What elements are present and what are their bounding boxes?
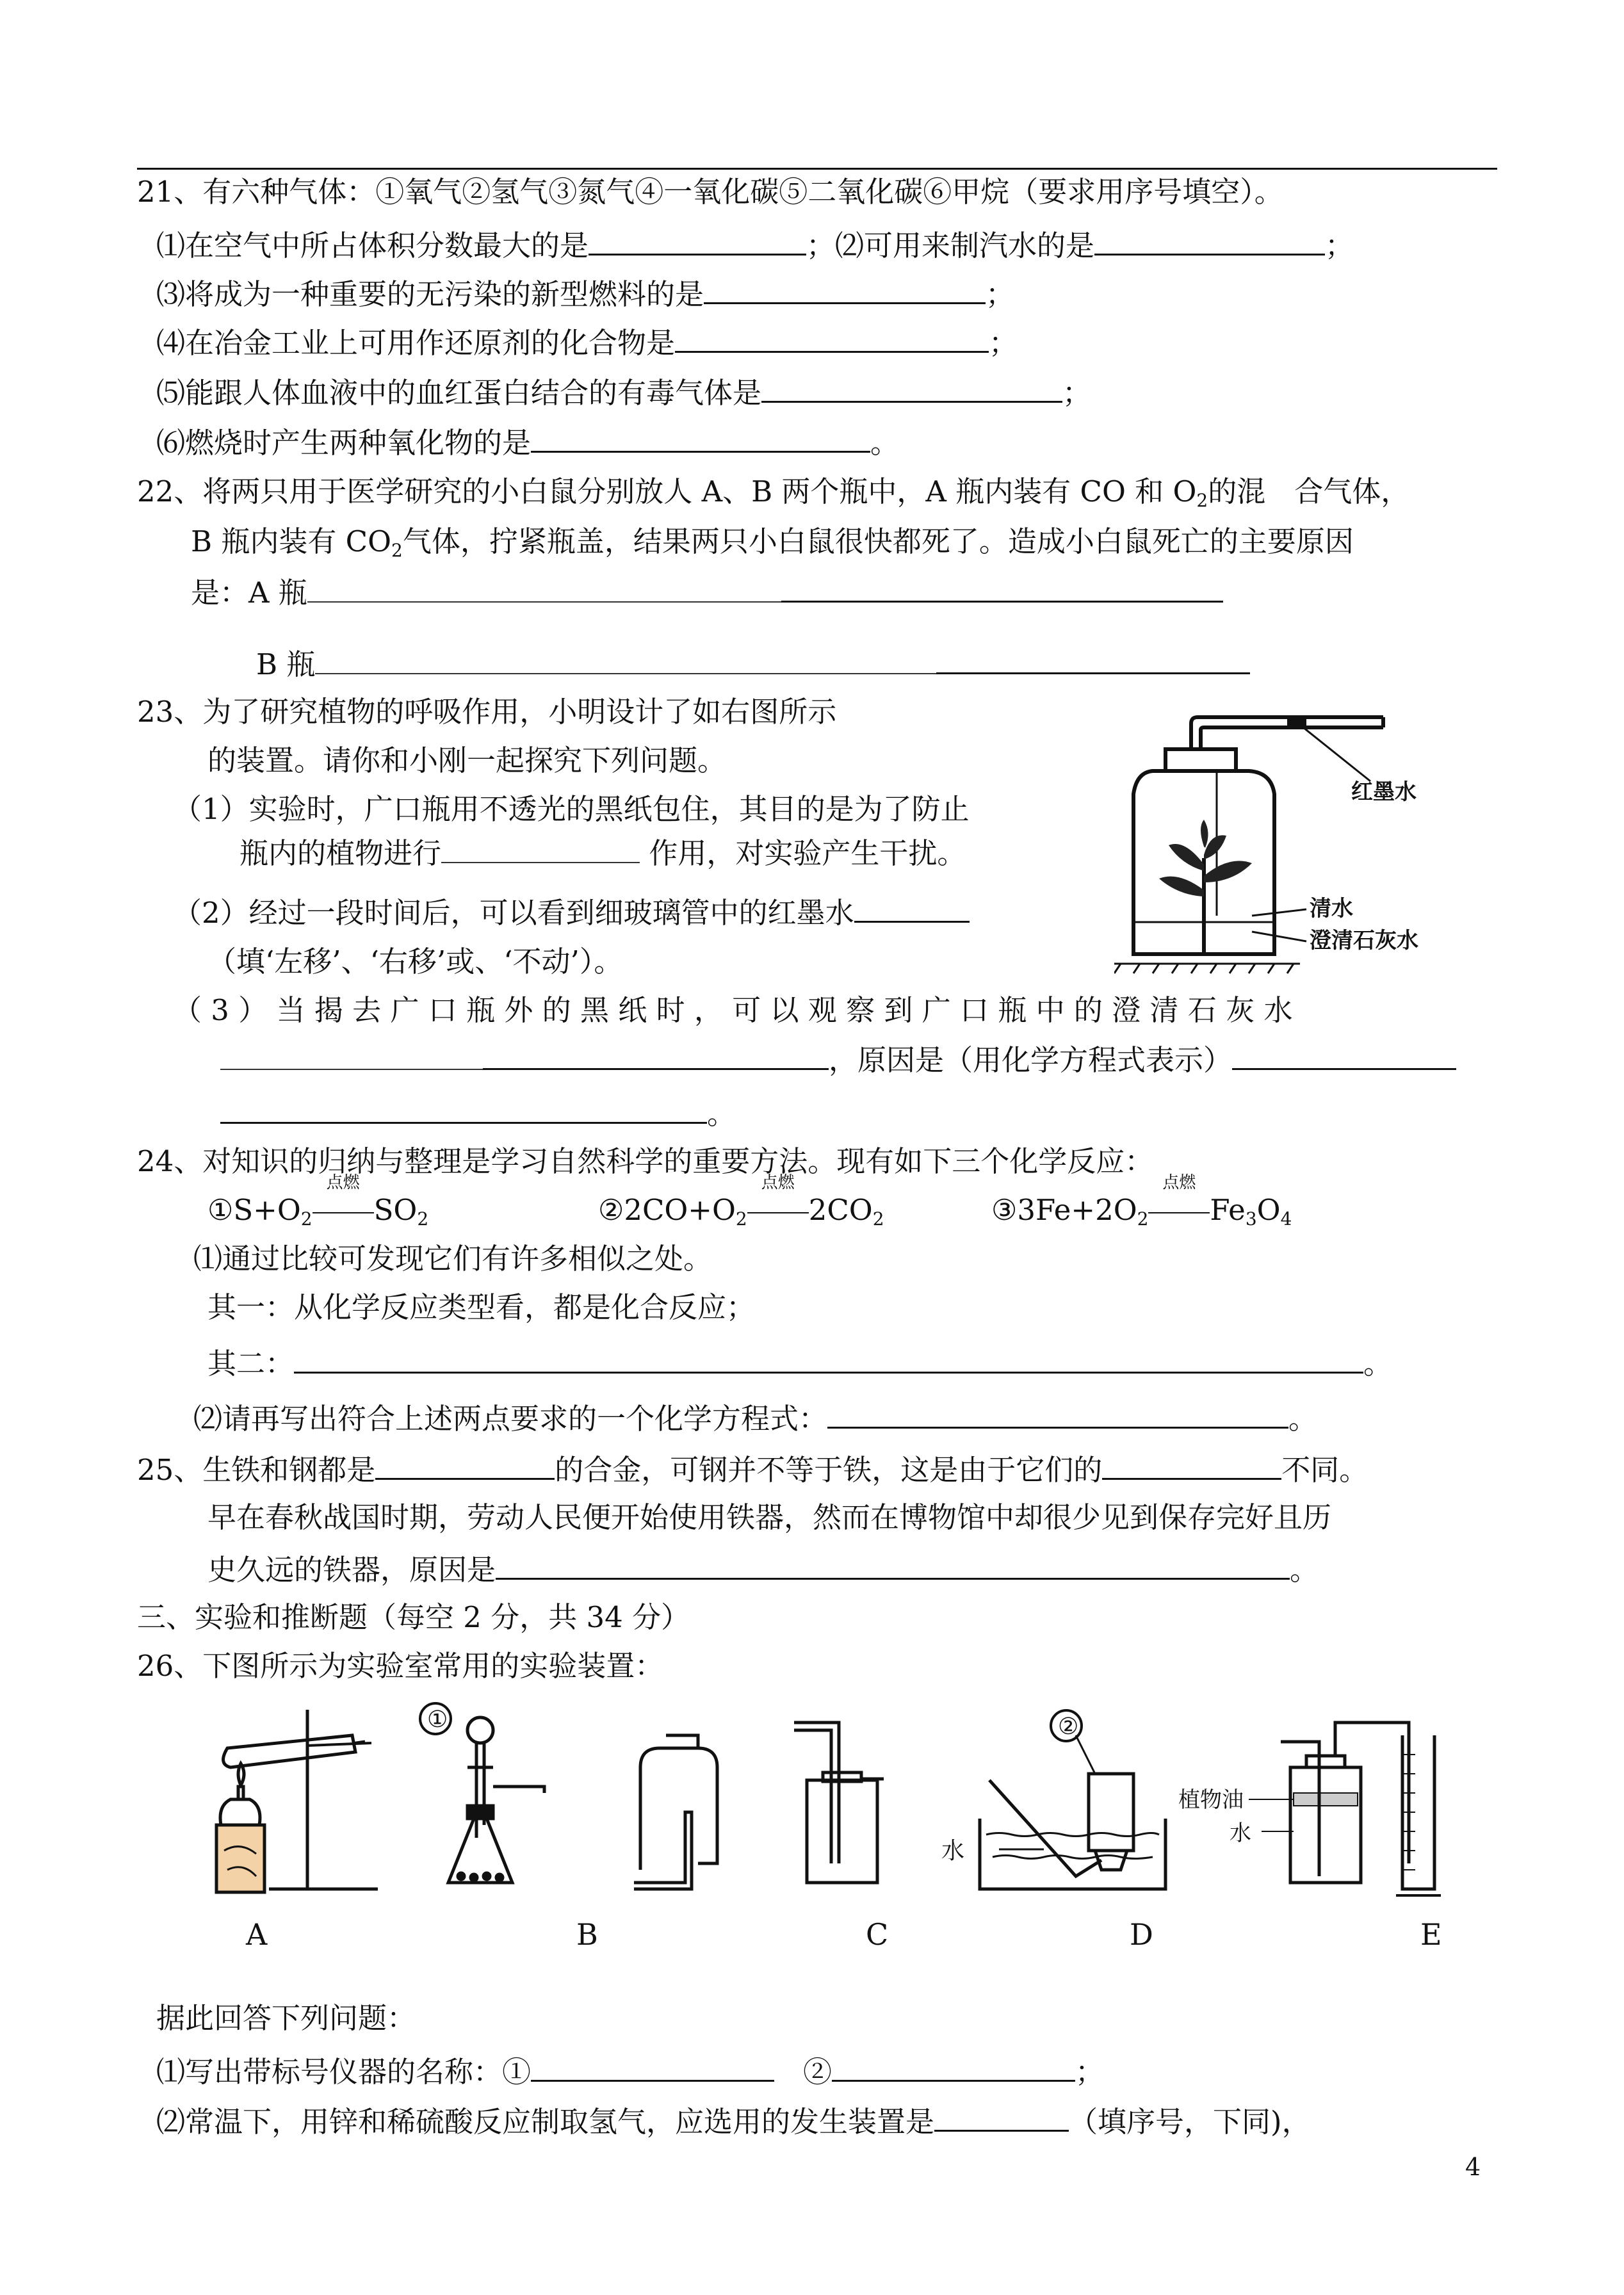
q22-line2: B 瓶内装有 $CO_2$气体，拧紧瓶盖，结果两只小白鼠很快都死了。造成小白鼠死亡的主要原因 — [191, 524, 1354, 561]
apparatus-label-d: D — [1130, 1917, 1153, 1952]
apparatus-label-c: C — [866, 1917, 889, 1952]
q26-intro: 据此回答下列问题： — [156, 2001, 416, 2035]
reaction-2: $②2CO+O_2$ 点燃 $2CO_2$ — [598, 1173, 884, 1229]
label-red-ink: 红墨水 — [1351, 779, 1417, 805]
q24-p1: ⑴通过比较可发现它们有许多相似之处。 — [193, 1242, 713, 1276]
apparatus-label-b: B — [576, 1917, 598, 1952]
q23-line2: 的装置。请你和小刚一起探究下列问题。 — [207, 743, 727, 777]
blank-q23-2[interactable] — [854, 893, 970, 923]
label-water-e: 水 — [1230, 1821, 1251, 1846]
q23-p2a: （2）经过一段时间后，可以看到细玻璃管中的红墨水 — [173, 893, 970, 932]
blank-q26-1[interactable] — [531, 2052, 774, 2082]
blank-q21-2[interactable] — [1094, 225, 1325, 255]
blank-q23-1[interactable] — [441, 834, 640, 863]
q22-line4: B 瓶 — [256, 644, 1250, 684]
apparatus-label-e: E — [1420, 1917, 1442, 1952]
label-vegetable-oil: 植物油 — [1178, 1787, 1244, 1813]
blank-q24-1[interactable] — [294, 1343, 1363, 1374]
blank-q26-2[interactable] — [832, 2052, 1075, 2082]
label-number-2: ② — [1058, 1714, 1079, 1740]
q24-one: 其一：从化学反应类型看，都是化合反应； — [207, 1290, 756, 1324]
q25-line3: 史久远的铁器，原因是 。 — [207, 1550, 1319, 1589]
q22-line3: 是：A 瓶 — [191, 572, 1223, 612]
header-rule — [137, 168, 1497, 170]
q23-p1a: （1）实验时，广口瓶用不透光的黑纸包住，其目的是为了防止 — [173, 792, 970, 826]
q26-p2: ⑵常温下，用锌和稀硫酸反应制取氢气，应选用的发生装置是 （填序号，下同)， — [156, 2102, 1311, 2141]
blank-q22-b2[interactable] — [936, 644, 1250, 674]
q23-p3a: （ 3 ） 当 揭 去 广 口 瓶 外 的 黑 纸 时 ， 可 以 观 察 到 广 口 瓶 中 的 澄 清 石 灰 水 — [173, 993, 1293, 1027]
blank-q22-a1[interactable] — [307, 573, 781, 603]
respiration-apparatus-figure — [1114, 711, 1498, 980]
q26-p1: ⑴写出带标号仪器的名称：① ② ； — [156, 2052, 1104, 2091]
q21-line1: ⑴在空气中所占体积分数最大的是 ；⑵可用来制汽水的是 ； — [156, 225, 1354, 265]
blank-q24-2[interactable] — [827, 1399, 1288, 1429]
q23-p2b: （填‘左移’、‘右移’或、‘不动’）。 — [207, 945, 623, 978]
q23-line1: 23、为了研究植物的呼吸作用，小明设计了如右图所示 — [137, 695, 837, 729]
reaction-1: $①S+O_2$ 点燃 $SO_2$ — [207, 1173, 429, 1229]
q25-line2: 早在春秋战国时期，劳动人民便开始使用铁器，然而在博物馆中却很少见到保存完好且历 — [207, 1500, 1332, 1534]
apparatus-b — [448, 1717, 544, 1883]
q21-line3: ⑶将成为一种重要的无污染的新型燃料的是 ； — [156, 274, 1014, 314]
section-3-heading: 三、实验和推断题（每空 2 分，共 34 分） — [137, 1600, 690, 1634]
lab-apparatus-figure — [192, 1697, 1473, 1915]
q23-p3b: ，原因是（用化学方程式表示） — [220, 1040, 1456, 1080]
q24-two: 其二： 。 — [207, 1343, 1392, 1383]
label-number-1: ① — [427, 1707, 448, 1733]
blank-q25-3[interactable] — [496, 1550, 1290, 1580]
page-number: 4 — [1465, 2153, 1481, 2181]
q21-line5: ⑸能跟人体血液中的血红蛋白结合的有毒气体是 ； — [156, 373, 1091, 412]
q21-line4: ⑷在冶金工业上可用作还原剂的化合物是 ； — [156, 323, 1018, 362]
q24-stem: 24、对知识的归纳与整理是学习自然科学的重要方法。现有如下三个化学反应： — [137, 1144, 1154, 1178]
q23-p3c: 。 — [220, 1094, 736, 1133]
blank-q21-5[interactable] — [761, 373, 1062, 403]
apparatus-a — [216, 1710, 378, 1892]
apparatus-label-a: A — [246, 1917, 268, 1952]
blank-q22-b1[interactable] — [315, 645, 936, 674]
blank-q21-1[interactable] — [589, 225, 806, 255]
apparatus-b2 — [634, 1735, 717, 1889]
apparatus-d — [980, 1735, 1165, 1889]
blank-q23-3b[interactable] — [483, 1040, 829, 1070]
blank-q21-6[interactable] — [531, 423, 870, 453]
q23-p1b: 瓶内的植物进行 作用，对实验产生干扰。 — [240, 834, 966, 873]
blank-q22-a2[interactable] — [781, 572, 1223, 603]
blank-q25-1[interactable] — [375, 1450, 555, 1480]
blank-q21-4[interactable] — [675, 323, 989, 353]
label-limewater: 澄清石灰水 — [1310, 928, 1418, 953]
blank-q21-3[interactable] — [704, 274, 986, 304]
label-clear-water: 清水 — [1310, 896, 1353, 921]
q21-line6: ⑹燃烧时产生两种氧化物的是 。 — [156, 423, 899, 462]
apparatus-e — [1249, 1723, 1441, 1895]
blank-q23-4b[interactable] — [220, 1094, 707, 1124]
q26-stem: 26、下图所示为实验室常用的实验装置： — [137, 1649, 664, 1683]
blank-q25-2[interactable] — [1102, 1450, 1281, 1480]
q21-stem: 21、有六种气体：①氧气②氢气③氮气④一氧化碳⑤二氧化碳⑥甲烷（要求用序号填空）。 — [137, 175, 1283, 209]
reaction-3: $③3Fe+2O_2$ 点燃 $Fe_3O_4$ — [991, 1173, 1292, 1229]
blank-q23-3a[interactable] — [220, 1041, 483, 1070]
blank-q26-3[interactable] — [934, 2102, 1069, 2132]
apparatus-c — [794, 1723, 884, 1883]
blank-q23-4a[interactable] — [1232, 1040, 1456, 1070]
q22-line1: 22、将两只用于医学研究的小白鼠分别放人 A、B 两个瓶中，A 瓶内装有 CO 和 $O_2$的混 合气体， — [137, 474, 1410, 511]
q25-line1: 25、生铁和钢都是 的合金，可钢并不等于铁，这是由于它们的 不同。 — [137, 1450, 1368, 1489]
label-water-d: 水 — [941, 1838, 965, 1864]
q24-p2: ⑵请再写出符合上述两点要求的一个化学方程式： 。 — [193, 1399, 1317, 1438]
